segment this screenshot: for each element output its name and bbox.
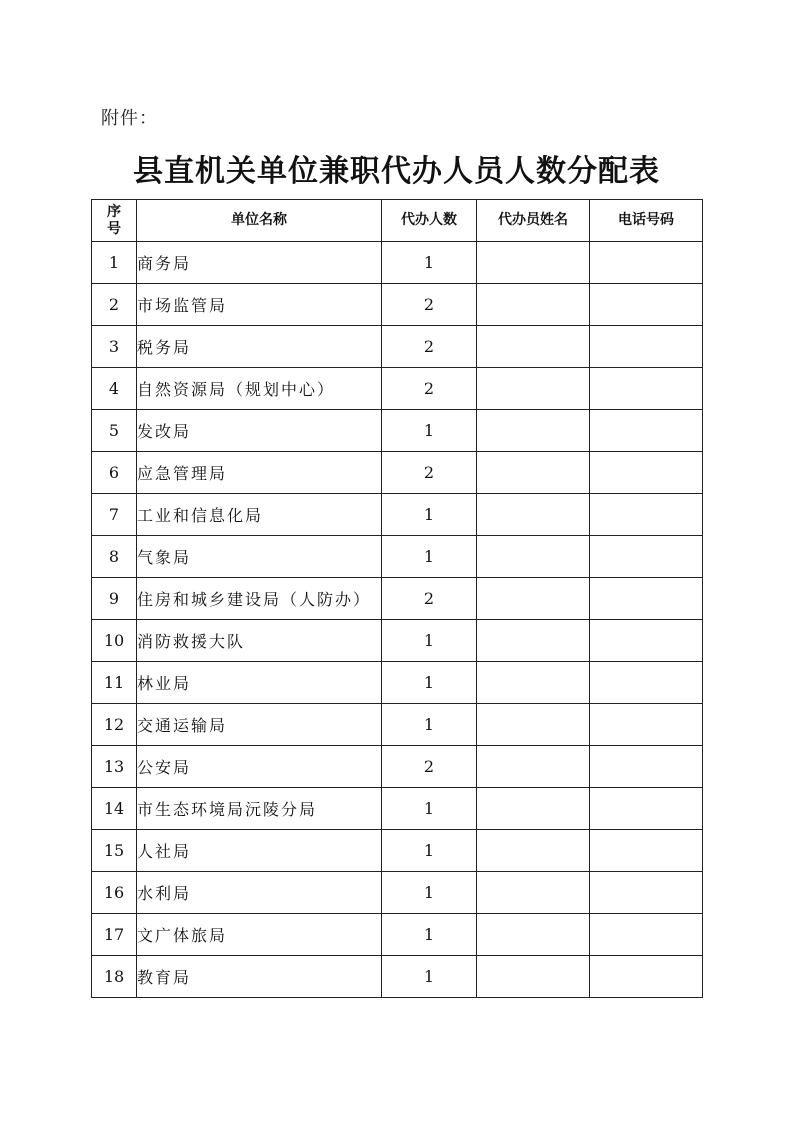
row-phone-cell[interactable] <box>590 284 703 326</box>
row-unit-cell: 文广体旅局 <box>137 914 382 956</box>
row-phone-cell[interactable] <box>590 704 703 746</box>
table-row <box>92 452 703 494</box>
row-phone-cell[interactable] <box>590 662 703 704</box>
row-phone-cell[interactable] <box>590 410 703 452</box>
row-phone-cell[interactable] <box>590 620 703 662</box>
header-row <box>92 200 703 242</box>
row-name-cell[interactable] <box>477 326 590 368</box>
row-name-cell[interactable] <box>477 410 590 452</box>
row-unit-cell: 发改局 <box>137 410 382 452</box>
document-title: 县直机关单位兼职代办人员人数分配表 <box>133 154 660 189</box>
row-count-cell: 1 <box>382 788 477 830</box>
row-name-cell[interactable] <box>477 620 590 662</box>
table-row <box>92 914 703 956</box>
row-count-cell: 1 <box>382 662 477 704</box>
row-phone-cell[interactable] <box>590 956 703 998</box>
row-phone-cell[interactable] <box>590 578 703 620</box>
table-row <box>92 662 703 704</box>
table-row <box>92 956 703 998</box>
row-phone-cell[interactable] <box>590 494 703 536</box>
row-count-cell: 1 <box>382 494 477 536</box>
table-row <box>92 830 703 872</box>
row-count-cell: 2 <box>382 368 477 410</box>
row-unit-cell: 应急管理局 <box>137 452 382 494</box>
row-seq-cell: 2 <box>92 284 137 326</box>
row-name-cell[interactable] <box>477 452 590 494</box>
row-unit-cell: 公安局 <box>137 746 382 788</box>
row-unit-cell: 气象局 <box>137 536 382 578</box>
row-unit-cell: 消防救援大队 <box>137 620 382 662</box>
row-count-cell: 2 <box>382 746 477 788</box>
row-unit-cell: 自然资源局（规划中心） <box>137 368 382 410</box>
row-seq-cell: 6 <box>92 452 137 494</box>
row-unit-cell: 市生态环境局沅陵分局 <box>137 788 382 830</box>
row-seq-cell: 1 <box>92 242 137 284</box>
table-row <box>92 410 703 452</box>
table-row <box>92 788 703 830</box>
row-count-cell: 2 <box>382 284 477 326</box>
row-unit-cell: 住房和城乡建设局（人防办） <box>137 578 382 620</box>
row-phone-cell[interactable] <box>590 368 703 410</box>
row-count-cell: 1 <box>382 872 477 914</box>
row-unit-cell: 商务局 <box>137 242 382 284</box>
row-name-cell[interactable] <box>477 956 590 998</box>
row-name-cell[interactable] <box>477 536 590 578</box>
table-row <box>92 284 703 326</box>
row-phone-cell[interactable] <box>590 872 703 914</box>
table-row <box>92 494 703 536</box>
allocation-table <box>91 199 703 998</box>
row-unit-cell: 市场监管局 <box>137 284 382 326</box>
row-name-cell[interactable] <box>477 662 590 704</box>
row-count-cell: 1 <box>382 704 477 746</box>
row-unit-cell: 水利局 <box>137 872 382 914</box>
row-count-cell: 1 <box>382 956 477 998</box>
table-row <box>92 704 703 746</box>
row-phone-cell[interactable] <box>590 242 703 284</box>
row-phone-cell[interactable] <box>590 536 703 578</box>
row-count-cell: 1 <box>382 536 477 578</box>
table-row <box>92 368 703 410</box>
row-seq-cell: 16 <box>92 872 137 914</box>
row-name-cell[interactable] <box>477 494 590 536</box>
row-name-cell[interactable] <box>477 578 590 620</box>
table-header <box>92 200 703 242</box>
row-seq-cell: 12 <box>92 704 137 746</box>
row-count-cell: 2 <box>382 578 477 620</box>
row-unit-cell: 税务局 <box>137 326 382 368</box>
row-name-cell[interactable] <box>477 830 590 872</box>
attachment-label: 附件： <box>101 108 158 129</box>
row-phone-cell[interactable] <box>590 788 703 830</box>
row-count-cell: 2 <box>382 326 477 368</box>
row-seq-cell: 14 <box>92 788 137 830</box>
row-name-cell[interactable] <box>477 872 590 914</box>
row-phone-cell[interactable] <box>590 326 703 368</box>
table-row <box>92 536 703 578</box>
table-row <box>92 746 703 788</box>
row-seq-cell: 17 <box>92 914 137 956</box>
row-name-cell[interactable] <box>477 746 590 788</box>
row-name-cell[interactable] <box>477 788 590 830</box>
table-row <box>92 872 703 914</box>
row-unit-cell: 林业局 <box>137 662 382 704</box>
row-name-cell[interactable] <box>477 368 590 410</box>
row-count-cell: 1 <box>382 830 477 872</box>
row-name-cell[interactable] <box>477 242 590 284</box>
row-count-cell: 1 <box>382 242 477 284</box>
row-name-cell[interactable] <box>477 284 590 326</box>
table-body <box>92 242 703 998</box>
row-phone-cell[interactable] <box>590 914 703 956</box>
header-seq: 序号 <box>92 200 137 242</box>
row-seq-cell: 13 <box>92 746 137 788</box>
row-seq-cell: 8 <box>92 536 137 578</box>
row-count-cell: 1 <box>382 620 477 662</box>
header-name: 代办员姓名 <box>477 200 590 242</box>
row-seq-cell: 10 <box>92 620 137 662</box>
row-seq-cell: 5 <box>92 410 137 452</box>
row-unit-cell: 工业和信息化局 <box>137 494 382 536</box>
row-seq-cell: 15 <box>92 830 137 872</box>
row-count-cell: 1 <box>382 914 477 956</box>
row-phone-cell[interactable] <box>590 746 703 788</box>
table-row <box>92 578 703 620</box>
row-seq-cell: 9 <box>92 578 137 620</box>
row-phone-cell[interactable] <box>590 452 703 494</box>
row-unit-cell: 教育局 <box>137 956 382 998</box>
row-name-cell[interactable] <box>477 704 590 746</box>
header-count: 代办人数 <box>382 200 477 242</box>
table-row <box>92 326 703 368</box>
row-count-cell: 1 <box>382 410 477 452</box>
table-row <box>92 620 703 662</box>
row-unit-cell: 交通运输局 <box>137 704 382 746</box>
row-name-cell[interactable] <box>477 914 590 956</box>
header-phone: 电话号码 <box>590 200 703 242</box>
table-row <box>92 242 703 284</box>
row-seq-cell: 4 <box>92 368 137 410</box>
row-seq-cell: 18 <box>92 956 137 998</box>
header-unit: 单位名称 <box>137 200 382 242</box>
row-seq-cell: 11 <box>92 662 137 704</box>
row-phone-cell[interactable] <box>590 830 703 872</box>
row-seq-cell: 3 <box>92 326 137 368</box>
row-seq-cell: 7 <box>92 494 137 536</box>
row-unit-cell: 人社局 <box>137 830 382 872</box>
row-count-cell: 2 <box>382 452 477 494</box>
